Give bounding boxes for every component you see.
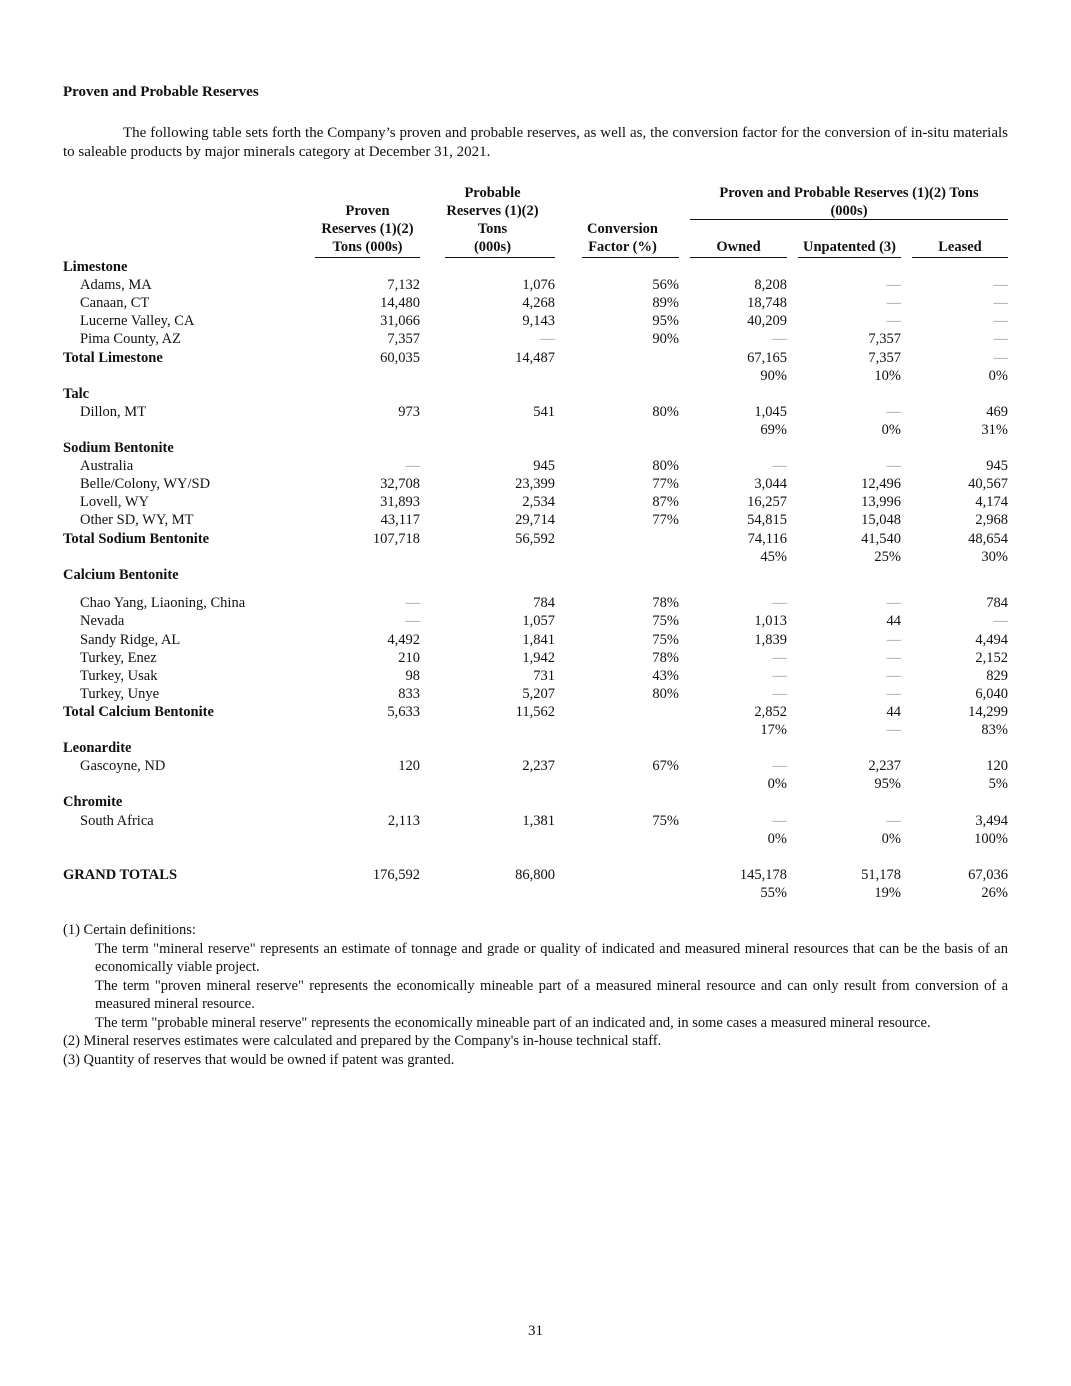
- table-row: [0, 276, 1071, 294]
- cell-leased: 67,036: [968, 866, 1008, 883]
- cell-conversion: 56%: [652, 277, 679, 294]
- cell-unpatented: 2,237: [868, 758, 901, 775]
- section-row: [0, 258, 1071, 276]
- cell-conversion: 89%: [652, 295, 679, 312]
- header-proven: [315, 202, 420, 256]
- cell-owned: 1,045: [754, 403, 787, 420]
- table-row: [0, 312, 1071, 330]
- cell-proven: 98: [405, 667, 420, 684]
- cell-probable: 1,076: [522, 277, 555, 294]
- cell-leased: 4,494: [975, 631, 1008, 648]
- note-1-title: (1) Certain definitions:: [63, 922, 196, 938]
- cell-unpatented: 51,178: [861, 866, 901, 883]
- row-label: Turkey, Enez: [80, 649, 157, 666]
- cell-owned: 1,839: [754, 631, 787, 648]
- cell-leased: 5%: [988, 776, 1008, 793]
- cell-owned: —: [772, 458, 787, 475]
- cell-proven: 120: [398, 758, 420, 775]
- table-row: [0, 493, 1071, 511]
- cell-probable: 56,592: [515, 530, 555, 547]
- row-label: Calcium Bentonite: [63, 566, 179, 583]
- row-label: Gascoyne, ND: [80, 758, 166, 775]
- cell-conversion: 43%: [652, 667, 679, 684]
- cell-conversion: 80%: [652, 403, 679, 420]
- cell-leased: —: [993, 349, 1008, 366]
- cell-owned: 16,257: [747, 494, 787, 511]
- cell-owned: 54,815: [747, 512, 787, 529]
- row-label: Lucerne Valley, CA: [80, 313, 195, 330]
- row-label: Total Sodium Bentonite: [63, 530, 210, 547]
- note-1-probable-reserve: The term "probable mineral reserve" represents the economically mineable part of an indicated and, in some cases a measured mineral resource.: [95, 1014, 931, 1031]
- cell-leased: —: [993, 313, 1008, 330]
- cell-unpatented: —: [886, 722, 901, 738]
- cell-probable: 5,207: [522, 685, 555, 702]
- cell-proven: 14,480: [380, 295, 420, 312]
- table-row: [0, 594, 1071, 612]
- cell-conversion: 80%: [652, 458, 679, 475]
- row-label: South Africa: [80, 812, 154, 829]
- cell-leased: 469: [986, 403, 1008, 420]
- cell-owned: —: [772, 685, 787, 702]
- cell-proven: 210: [398, 649, 420, 666]
- row-label: Total Limestone: [63, 349, 163, 366]
- cell-leased: 2,968: [975, 512, 1008, 529]
- section-row: [0, 566, 1071, 584]
- cell-owned: —: [772, 595, 787, 612]
- section-row: [0, 385, 1071, 403]
- cell-probable: 86,800: [515, 866, 555, 883]
- table-row: [0, 511, 1071, 529]
- header-probable-line1: Probable: [464, 185, 521, 201]
- cell-unpatented: 19%: [874, 884, 901, 901]
- table-row: [0, 685, 1071, 703]
- row-label: Other SD, WY, MT: [80, 512, 194, 529]
- cell-owned: —: [772, 758, 787, 775]
- cell-leased: 31%: [981, 421, 1008, 438]
- percentage-row: [0, 421, 1071, 439]
- cell-probable: —: [540, 331, 555, 348]
- header-group-line1: Proven and Probable Reserves (1)(2) Tons: [719, 185, 979, 201]
- row-label: Turkey, Unye: [80, 685, 160, 702]
- table-row: [0, 667, 1071, 685]
- total-row: [0, 349, 1071, 367]
- table-row: [0, 330, 1071, 348]
- cell-proven: —: [405, 613, 420, 630]
- cell-leased: 48,654: [968, 530, 1008, 547]
- cell-proven: 176,592: [372, 866, 420, 883]
- underline-group: [690, 219, 1008, 220]
- note-3: (3) Quantity of reserves that would be owned if patent was granted.: [63, 1051, 455, 1068]
- total-row: [0, 703, 1071, 721]
- row-label: Chromite: [63, 794, 123, 811]
- intro-paragraph: [63, 124, 1008, 162]
- cell-leased: 83%: [981, 722, 1008, 738]
- header-owned: Owned: [716, 239, 761, 255]
- cell-proven: 60,035: [380, 349, 420, 366]
- cell-proven: 2,113: [387, 812, 420, 829]
- cell-owned: 40,209: [747, 313, 787, 330]
- table-row: [0, 475, 1071, 493]
- percentage-row: [0, 367, 1071, 385]
- cell-conversion: 80%: [652, 685, 679, 702]
- row-label: Limestone: [63, 259, 128, 275]
- percentage-row: [0, 548, 1071, 566]
- cell-unpatented: 13,996: [861, 494, 901, 511]
- cell-owned: 1,013: [754, 613, 787, 630]
- row-label: Leonardite: [63, 740, 132, 757]
- cell-owned: 145,178: [739, 866, 787, 883]
- cell-owned: —: [772, 649, 787, 666]
- cell-unpatented: —: [886, 403, 901, 420]
- table-row: [0, 757, 1071, 775]
- cell-proven: 32,708: [380, 476, 420, 493]
- table-row: [0, 631, 1071, 649]
- cell-conversion: 67%: [652, 758, 679, 775]
- table-row: [0, 457, 1071, 475]
- header-probable-line2: Reserves (1)(2): [446, 203, 539, 219]
- cell-leased: —: [993, 295, 1008, 312]
- header-unpatented: Unpatented (3): [802, 239, 897, 255]
- cell-conversion: 90%: [652, 331, 679, 348]
- row-label: Total Calcium Bentonite: [63, 703, 214, 720]
- cell-unpatented: —: [886, 313, 901, 330]
- cell-proven: 833: [398, 685, 420, 702]
- cell-unpatented: 0%: [881, 830, 901, 847]
- section-row: [0, 439, 1071, 457]
- cell-probable: 14,487: [515, 349, 555, 366]
- table-row: [0, 294, 1071, 312]
- cell-proven: 43,117: [380, 512, 420, 529]
- cell-leased: 4,174: [975, 494, 1008, 511]
- row-label: Nevada: [80, 613, 125, 630]
- cell-conversion: 95%: [652, 313, 679, 330]
- header-leased: Leased: [938, 239, 982, 255]
- percentage-row: [0, 775, 1071, 793]
- cell-owned: 2,852: [754, 703, 787, 720]
- note-1-proven-reserve: The term "proven mineral reserve" represents the economically mineable part of a measured mineral resource and can only result from conversion of a measured mineral resource.: [95, 977, 1008, 1012]
- cell-owned: —: [772, 331, 787, 348]
- cell-leased: —: [993, 613, 1008, 630]
- row-label: GRAND TOTALS: [63, 866, 178, 883]
- cell-probable: 29,714: [515, 512, 555, 529]
- cell-proven: 107,718: [372, 530, 420, 547]
- cell-leased: 120: [986, 758, 1008, 775]
- cell-conversion: 78%: [652, 649, 679, 666]
- cell-conversion: 75%: [652, 812, 679, 829]
- cell-unpatented: 7,357: [868, 331, 901, 348]
- cell-conversion: 75%: [652, 631, 679, 648]
- note-2: (2) Mineral reserves estimates were calculated and prepared by the Company's in-house technical staff.: [63, 1033, 662, 1049]
- cell-proven: 5,633: [387, 703, 420, 720]
- header-proven-line1: Proven: [345, 203, 390, 219]
- cell-probable: 1,381: [522, 812, 555, 829]
- section-title: Proven and Probable Reserves: [63, 84, 259, 100]
- percentage-row: [0, 721, 1071, 739]
- total-row: [0, 530, 1071, 548]
- header-probable: [440, 184, 545, 256]
- cell-leased: 2,152: [975, 649, 1008, 666]
- row-label: Dillon, MT: [80, 403, 147, 420]
- cell-proven: —: [405, 595, 420, 612]
- cell-leased: 40,567: [968, 476, 1008, 493]
- cell-owned: —: [772, 667, 787, 684]
- row-label: Sodium Bentonite: [63, 440, 174, 456]
- cell-owned: —: [772, 812, 787, 829]
- cell-probable: 4,268: [522, 295, 555, 312]
- grand-total-row: [0, 866, 1071, 884]
- cell-leased: 784: [986, 595, 1008, 612]
- cell-conversion: 78%: [652, 595, 679, 612]
- cell-unpatented: —: [886, 595, 901, 612]
- header-group: [690, 184, 1008, 220]
- cell-probable: 945: [533, 458, 555, 475]
- cell-leased: 829: [986, 667, 1008, 684]
- note-1-mineral-reserve: The term "mineral reserve" represents an estimate of tonnage and grade or quality of indicated and measured mineral resources that can be the basis of an economically viable project.: [95, 940, 1008, 975]
- header-group-line2: (000s): [830, 203, 868, 219]
- cell-leased: 30%: [981, 548, 1008, 565]
- header-conversion-line1: Conversion: [587, 221, 658, 237]
- cell-probable: 23,399: [515, 476, 555, 493]
- row-label: Chao Yang, Liaoning, China: [80, 595, 246, 612]
- cell-unpatented: —: [886, 277, 901, 294]
- cell-leased: 26%: [981, 884, 1008, 901]
- cell-owned: 18,748: [747, 295, 787, 312]
- cell-probable: 11,562: [515, 703, 555, 720]
- page-number: 31: [528, 1323, 543, 1339]
- footnotes: [63, 921, 1008, 1069]
- table-row: [0, 812, 1071, 830]
- cell-probable: 541: [533, 403, 555, 420]
- cell-probable: 1,841: [522, 631, 555, 648]
- cell-leased: 14,299: [968, 703, 1008, 720]
- row-label: Belle/Colony, WY/SD: [80, 476, 211, 493]
- cell-proven: 31,893: [380, 494, 420, 511]
- cell-leased: 945: [986, 458, 1008, 475]
- cell-owned: 8,208: [754, 277, 787, 294]
- cell-unpatented: 44: [886, 613, 901, 630]
- header-proven-line2: Reserves (1)(2): [321, 221, 414, 237]
- cell-probable: 2,534: [522, 494, 555, 511]
- cell-unpatented: 10%: [874, 367, 901, 384]
- percentage-row: [0, 884, 1071, 902]
- cell-proven: 31,066: [380, 313, 420, 330]
- cell-conversion: 75%: [652, 613, 679, 630]
- table-row: [0, 612, 1071, 630]
- cell-owned: 90%: [760, 367, 787, 384]
- cell-probable: 1,942: [522, 649, 555, 666]
- cell-leased: 0%: [988, 367, 1008, 384]
- cell-conversion: 77%: [652, 476, 679, 493]
- header-proven-line3: Tons (000s): [332, 239, 403, 255]
- cell-unpatented: —: [886, 295, 901, 312]
- cell-leased: —: [993, 331, 1008, 348]
- header-conversion-line2: Factor (%): [588, 239, 657, 255]
- cell-owned: 55%: [760, 884, 787, 901]
- section-row: [0, 793, 1071, 811]
- cell-leased: —: [993, 277, 1008, 294]
- row-label: Canaan, CT: [80, 295, 150, 312]
- cell-probable: 731: [533, 667, 555, 684]
- cell-owned: 0%: [767, 776, 787, 793]
- intro-text: The following table sets forth the Company’s proven and probable reserves, as well as, the conversion factor for the conversion of in-situ materials to saleable products by major minerals category at December 31, 2021.: [63, 125, 1008, 160]
- cell-unpatented: 95%: [874, 776, 901, 793]
- cell-conversion: 87%: [652, 494, 679, 511]
- cell-proven: 973: [398, 403, 420, 420]
- cell-owned: 45%: [760, 548, 787, 565]
- cell-unpatented: —: [886, 631, 901, 648]
- cell-proven: 7,132: [387, 277, 420, 294]
- cell-unpatented: 41,540: [861, 530, 901, 547]
- cell-probable: 784: [533, 595, 555, 612]
- cell-proven: 7,357: [387, 331, 420, 348]
- cell-owned: 69%: [760, 421, 787, 438]
- cell-unpatented: 25%: [874, 548, 901, 565]
- header-probable-line3: Tons: [477, 221, 508, 237]
- table-row: [0, 403, 1071, 421]
- cell-leased: 6,040: [975, 685, 1008, 702]
- cell-leased: 3,494: [975, 812, 1008, 829]
- cell-owned: 0%: [767, 830, 787, 847]
- table-row: [0, 649, 1071, 667]
- cell-unpatented: —: [886, 812, 901, 829]
- percentage-row: [0, 830, 1071, 848]
- cell-unpatented: 15,048: [861, 512, 901, 529]
- cell-unpatented: 44: [886, 703, 901, 720]
- cell-unpatented: 12,496: [861, 476, 901, 493]
- cell-probable: 9,143: [522, 313, 555, 330]
- cell-owned: 17%: [760, 722, 787, 738]
- row-label: Lovell, WY: [80, 494, 149, 511]
- cell-owned: 3,044: [754, 476, 787, 493]
- cell-unpatented: 7,357: [868, 349, 901, 366]
- row-label: Talc: [63, 385, 90, 402]
- cell-unpatented: —: [886, 685, 901, 702]
- cell-unpatented: —: [886, 458, 901, 475]
- header-probable-line4: (000s): [473, 239, 512, 255]
- row-label: Turkey, Usak: [80, 667, 158, 684]
- cell-proven: —: [405, 458, 420, 475]
- cell-unpatented: —: [886, 667, 901, 684]
- cell-probable: 1,057: [522, 613, 555, 630]
- row-label: Sandy Ridge, AL: [80, 631, 181, 648]
- row-label: Pima County, AZ: [80, 331, 181, 348]
- cell-conversion: 77%: [652, 512, 679, 529]
- section-row: [0, 739, 1071, 757]
- cell-owned: 67,165: [747, 349, 787, 366]
- cell-proven: 4,492: [387, 631, 420, 648]
- header-conversion: [575, 220, 670, 256]
- cell-probable: 2,237: [522, 758, 555, 775]
- cell-unpatented: 0%: [881, 421, 901, 438]
- cell-owned: 74,116: [747, 530, 787, 547]
- cell-leased: 100%: [974, 830, 1008, 847]
- cell-unpatented: —: [886, 649, 901, 666]
- row-label: Australia: [80, 458, 134, 475]
- row-label: Adams, MA: [80, 277, 152, 294]
